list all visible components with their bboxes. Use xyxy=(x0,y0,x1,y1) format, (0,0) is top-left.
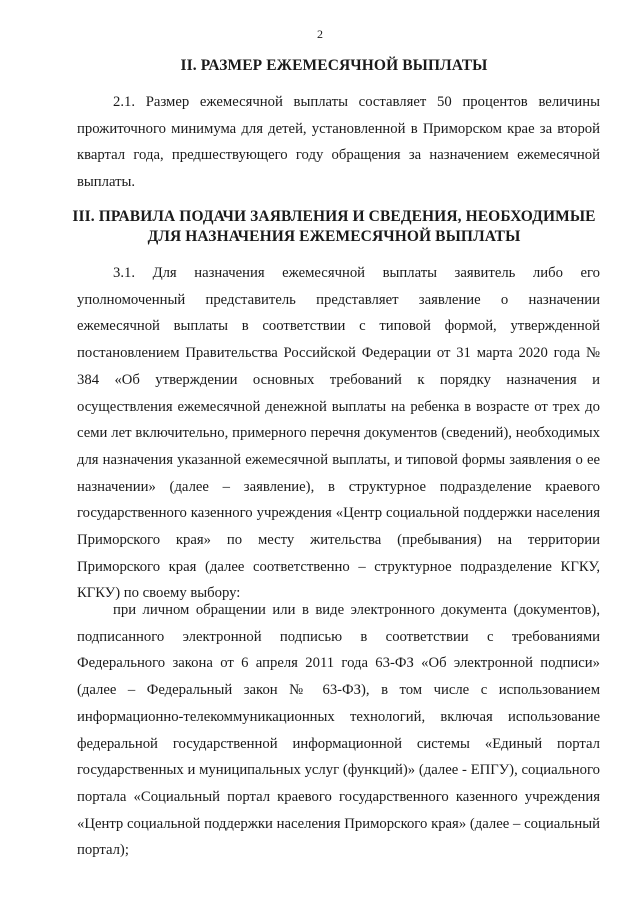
paragraph-2-1: 2.1. Размер ежемесячной выплаты составляет 50 процентов величины прожиточного минимума для детей, установленной в Приморском крае за второй квартал года, предшествующего году обращения за назначением ежемесячной выплаты. xyxy=(77,94,600,191)
section-heading-iii: III. ПРАВИЛА ПОДАЧИ ЗАЯВЛЕНИЯ И СВЕДЕНИЯ, НЕОБХОДИМЫЕ ДЛЯ НАЗНАЧЕНИЯ ЕЖЕМЕСЯЧНОЙ ВЫПЛАТЫ xyxy=(72,208,596,245)
section-heading-ii: II. РАЗМЕР ЕЖЕМЕСЯЧНОЙ ВЫПЛАТЫ xyxy=(180,57,488,74)
paragraph-personal-request: при личном обращении или в виде электронного документа (документов), подписанного электронной подписью в соответствии с требованиями Федерального закона от 6 апреля 2011 года 63-ФЗ «Об электронной подписи» (далее – Федеральный закон № 63-ФЗ), в том числе с использованием информационно-телекоммуникационных технологий, включая использование федеральной государственной информационной системы «Единый портал государственных и муниципальных услуг (функций)» (далее - ЕПГУ), социального портала «Социальный портал краевого государственного казенного учреждения «Центр социальной поддержки населения Приморского края» (далее – социальный портал); xyxy=(77,602,600,859)
paragraph-3-1: 3.1. Для назначения ежемесячной выплаты заявитель либо его уполномоченный представитель представляет заявление о назначении ежемесячной выплаты в соответствии с типовой формой, утвержденной постановлением Правительства Российской Федерации от 31 марта 2020 года № 384 «Об утверждении основных требований к порядку назначения и осуществления ежемесячной денежной выплаты на ребенка в возрасте от трех до семи лет включительно, примерного перечня документов (сведений), необходимых для назначения указанной ежемесячной выплаты, и типовой формы заявления о ее назначении» (далее – заявление), в структурное подразделение краевого государственного казенного учреждения «Центр социальной поддержки населения Приморского края» по месту жительства (пребывания) на территории Приморского края (далее соответственно – структурное подразделение КГКУ, КГКУ) по своему выбору: xyxy=(77,265,600,602)
page-number: 2 xyxy=(317,27,323,41)
